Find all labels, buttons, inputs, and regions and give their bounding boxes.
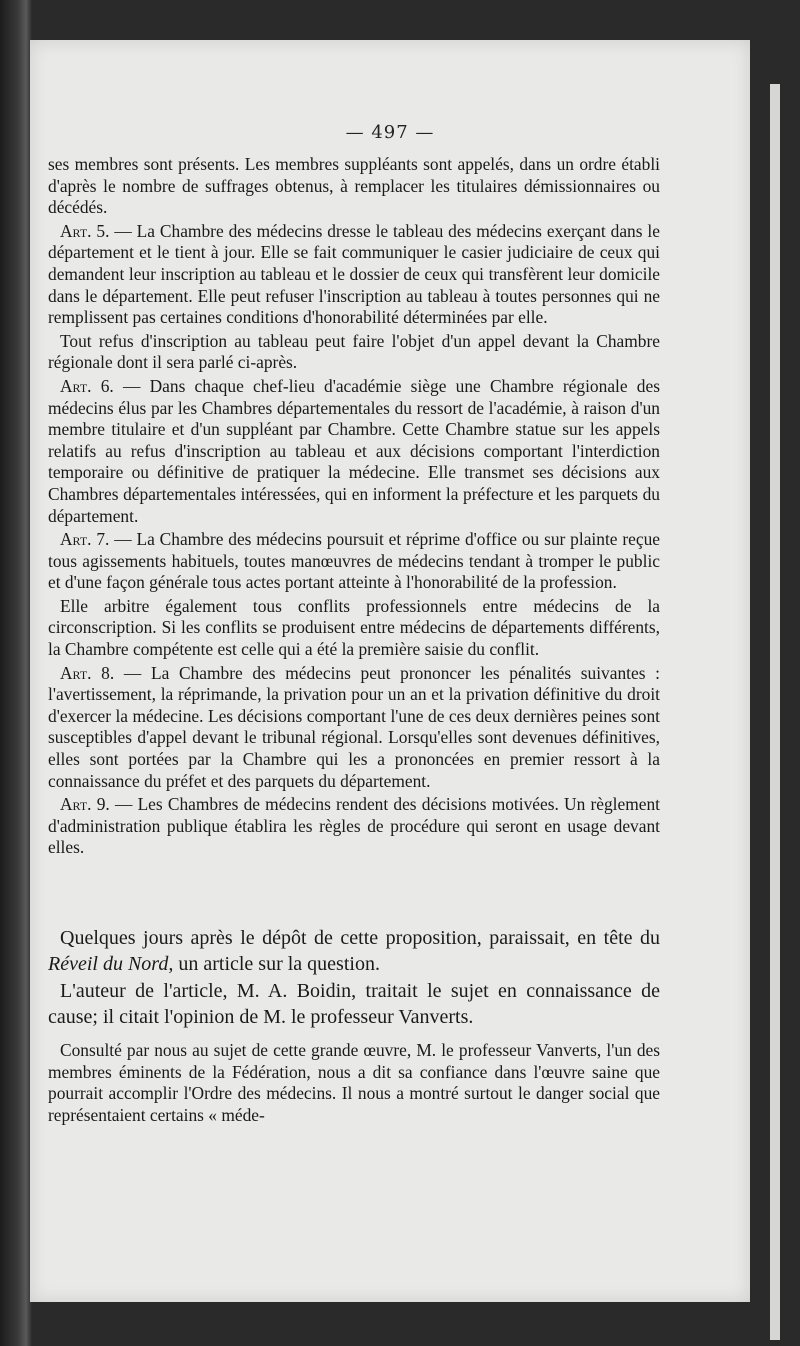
page-edge — [770, 84, 780, 1340]
paragraph: Elle arbitre également tous conflits professionnels entre médecins de la circonscription. Si les conflits se produisent entre médecins de départements différents, la Chambre compétente est celle qui a été la première saisie du conflit. — [48, 595, 660, 660]
final-paragraph: Consulté par nous au sujet de cette grande œuvre, M. le professeur Vanverts, l'un des membres éminents de la Fédération, nous a dit sa confiance dans l'œuvre saine que pourrait accomplir l'Ordre des médecins. Il nous a montré surtout le danger social que représentaient certains « méde- — [48, 1040, 660, 1125]
article-text: La Chambre des médecins peut prononcer les pénalités suivantes : l'avertissement, la réprimande, la privation pour un an et la privation définitive du droit d'exercer la médecine. Les décisions comportant l'une de ces deux dernières peines sont susceptibles d'appel devant le tribunal régional. Lorsqu'elles sont devenues définitives, elles sont portées par la Chambre qui les a prononcées en premier ressort à la connaissance du préfet et des parquets du département. — [48, 662, 660, 791]
article-label: Art. 6. — — [60, 375, 141, 396]
article-6 — [48, 376, 660, 527]
large-paragraph-1 — [48, 926, 660, 977]
final-text-section — [48, 1040, 660, 1126]
article-text: La Chambre des médecins poursuit et réprime d'office ou sur plainte reçue tous agissements habituels, toutes manœuvres de médecins tendant à tromper le public et d'une façon générale tous actes portant atteinte à l'honorabilité de la profession. — [48, 529, 660, 593]
article-label: Art. 5. — — [60, 220, 132, 241]
article-8 — [48, 663, 660, 793]
newspaper-title: Réveil du Nord, — [48, 952, 174, 975]
article-label: Art. 8. — — [60, 662, 142, 683]
article-text: Dans chaque chef-lieu d'académie siège une Chambre régionale des médecins élus par les Chambres départementales du ressort de l'académie, à raison d'un membre titulaire et d'un suppléant par Chambre. Cette Chambre statue sur les appels relatifs au refus d'inscription au tableau et aux décisions comportant l'interdiction temporaire ou définitive de pratiquer la médecine. Elle transmet ses décisions aux Chambres départementales intéressées, qui en informent la préfecture et les parquets du département. — [48, 375, 660, 526]
text-segment: un article sur la question. — [173, 952, 380, 975]
text-segment: Quelques jours après le dépôt de cette proposition, paraissait, en tête du — [60, 927, 660, 949]
large-paragraph-2: L'auteur de l'article, M. A. Boidin, traitait le sujet en connaissance de cause; il citait l'opinion de M. le professeur Vanverts. — [48, 980, 660, 1028]
article-5 — [48, 221, 660, 329]
article-label: Art. 9. — — [60, 794, 133, 815]
large-text-section — [48, 926, 660, 1032]
paragraph-continuation: ses membres sont présents. Les membres suppléants sont appelés, dans un ordre établi d'après le nombre de suffrages obtenus, à remplacer les titulaires démissionnaires ou décédés. — [48, 154, 660, 218]
article-7 — [48, 529, 660, 594]
paragraph: Tout refus d'inscription au tableau peut faire l'objet d'un appel devant la Chambre régionale dont il sera parlé ci-après. — [48, 330, 660, 373]
document-page — [30, 40, 750, 1302]
page-number: — 497 — — [345, 122, 435, 143]
article-text: Les Chambres de médecins rendent des décisions motivées. Un règlement d'administration publique établira les règles de procédure qui seront en usage devant elles. — [48, 794, 660, 858]
article-label: Art. 7. — — [60, 529, 132, 550]
body-text — [48, 154, 660, 861]
article-9 — [48, 794, 660, 859]
article-text: La Chambre des médecins dresse le tableau des médecins exerçant dans le département et le tient à jour. Elle se fait communiquer le casier judiciaire de ceux qui demandent leur inscription au tableau et le dossier de ceux qui transfèrent leur domicile dans le département. Elle peut refuser l'inscription au tableau à toutes personnes qui ne remplissent pas certaines conditions d'honorabilité déterminées par elle. — [48, 220, 660, 328]
